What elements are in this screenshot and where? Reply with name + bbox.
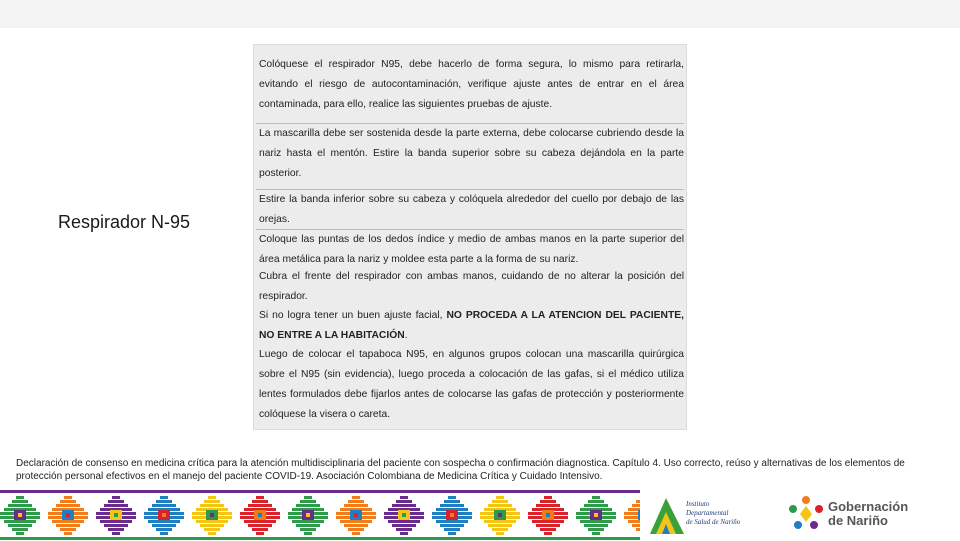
instruction-row: Luego de colocar el tapaboca N95, en algunos grupos colocan una mascarilla quirúrgica sobre el N95 (sin evidencia), luego proceda a colocación de las gafas, si el médico utiliza lentes formulados debe fijarlos antes de colocarse las gafas de protección y posteriormente colóquese la visera o careta.	[259, 349, 684, 420]
logo2-line: de Nariño	[828, 513, 888, 528]
pattern-block	[256, 496, 264, 499]
pattern-block	[354, 513, 358, 517]
gobernacion-logo	[786, 492, 926, 536]
pattern-block	[392, 524, 416, 527]
warning-emphasis: NO PROCEDA A LA ATENCION DEL PACIENTE, NO ENTRE A LA HABITACIÓN	[259, 310, 684, 341]
pattern-block	[64, 532, 72, 535]
pattern-block	[544, 496, 552, 499]
pattern-block	[60, 500, 76, 503]
pattern-block	[152, 524, 176, 527]
slide-title: Respirador N-95	[58, 212, 191, 232]
pattern-block	[440, 524, 464, 527]
pattern-block	[632, 504, 640, 507]
pattern-block	[588, 528, 604, 531]
pattern-block	[162, 513, 166, 517]
pattern-block	[632, 524, 640, 527]
pattern-block	[540, 500, 556, 503]
pattern-block	[256, 532, 264, 535]
pattern-block	[340, 520, 372, 523]
pattern-block	[636, 500, 640, 503]
pattern-block	[18, 513, 22, 517]
pattern-block	[444, 500, 460, 503]
warning-end: .	[404, 330, 408, 341]
pattern-block	[584, 504, 608, 507]
pattern-block	[488, 504, 512, 507]
pattern-block	[448, 532, 456, 535]
pattern-block	[580, 520, 612, 523]
pattern-block	[344, 524, 368, 527]
pattern-block	[4, 520, 36, 523]
pattern-block	[584, 524, 608, 527]
instruction-row: Cubra el frente del respirador con ambas manos, cuidando de no alterar la posición del respirador.	[259, 271, 684, 302]
pattern-block	[450, 513, 454, 517]
pattern-block	[104, 504, 128, 507]
pattern-block	[196, 520, 228, 523]
pattern-block	[16, 532, 24, 535]
pattern-block	[208, 496, 216, 499]
pattern-block	[66, 513, 70, 517]
pattern-block	[624, 516, 640, 519]
logo1-line: Instituto	[686, 500, 710, 508]
warning-text: Si no logra tener un buen ajuste facial,	[259, 310, 447, 321]
pattern-block	[56, 504, 80, 507]
pattern-block	[56, 524, 80, 527]
pattern-block	[160, 496, 168, 499]
pattern-block	[152, 504, 176, 507]
pattern-block	[352, 496, 360, 499]
pattern-block	[348, 528, 364, 531]
mountain-logo-icon	[648, 492, 688, 536]
pattern-block	[304, 496, 312, 499]
top-bar	[0, 0, 960, 28]
instruction-row-warning	[256, 306, 684, 346]
pattern-block	[148, 520, 180, 523]
reference-caption: Declaración de consenso en medicina crítica para la atención multidisciplinaria del paciente con sospecha o confirmación diagnostica. Capítulo 4. Uso correcto, reúso y alternativas de los elementos de protección personal efectivos en el manejo del paciente COVID-19. Asociación Colombiana de Medicina Crítica y Cuidado Intensivo.	[16, 458, 905, 482]
pattern-block	[60, 528, 76, 531]
pattern-block	[0, 490, 640, 493]
instruction-row: La mascarilla debe ser sostenida desde la parte externa, debe colocarse cubriendo desde la nariz hasta el mentón. Estire la banda superior sobre su cabeza dejándola en la parte posterior.	[256, 123, 684, 184]
pattern-block	[492, 500, 508, 503]
pattern-block	[588, 500, 604, 503]
pattern-block	[448, 496, 456, 499]
instituto-logo	[648, 492, 758, 536]
pattern-block	[258, 513, 262, 517]
pattern-block	[292, 520, 324, 523]
pattern-block	[444, 528, 460, 531]
pattern-block	[248, 524, 272, 527]
pattern-block	[388, 520, 420, 523]
pattern-block	[592, 496, 600, 499]
pattern-block	[594, 513, 598, 517]
pattern-block	[160, 532, 168, 535]
pattern-block	[64, 496, 72, 499]
pattern-block	[208, 532, 216, 535]
pattern-block	[204, 528, 220, 531]
pattern-block	[536, 524, 560, 527]
pattern-block	[348, 500, 364, 503]
pattern-block	[344, 504, 368, 507]
logo2-line: Gobernación	[828, 499, 909, 514]
pattern-block	[12, 528, 28, 531]
pattern-block	[400, 532, 408, 535]
pattern-block	[8, 524, 32, 527]
instructions-panel	[253, 44, 687, 430]
logo1-line: Departamental	[686, 509, 729, 517]
pattern-block	[536, 504, 560, 507]
pattern-block	[484, 520, 516, 523]
instruction-row: Coloque las puntas de los dedos índice y medio de ambas manos en la parte superior del área metálica para la nariz y moldee esta parte a la forma de su nariz.	[256, 229, 684, 270]
instruction-row: Colóquese el respirador N95, debe hacerlo de forma segura, lo mismo para retirarla, evitando el riesgo de autocontaminación, verifique ajuste antes de entrar en el área contaminada, para ello, realice las siguientes pruebas de ajuste.	[259, 59, 684, 110]
pattern-block	[112, 496, 120, 499]
star-people-logo-icon	[786, 492, 826, 536]
pattern-block	[252, 528, 268, 531]
pattern-block	[296, 504, 320, 507]
decorative-pattern	[0, 490, 640, 540]
instruction-row: Estire la banda inferior sobre su cabeza y colóquela alrededor del cuello por debajo de las orejas.	[256, 189, 684, 230]
pattern-block	[498, 513, 502, 517]
pattern-block	[108, 528, 124, 531]
pattern-block	[8, 504, 32, 507]
pattern-block	[440, 504, 464, 507]
pattern-block	[200, 524, 224, 527]
pattern-block	[488, 524, 512, 527]
pattern-block	[12, 500, 28, 503]
pattern-block	[400, 496, 408, 499]
logo1-line: de Salud de Nariño	[686, 518, 741, 526]
pattern-block	[156, 528, 172, 531]
pattern-svg	[0, 490, 640, 540]
pattern-block	[496, 496, 504, 499]
pattern-block	[200, 504, 224, 507]
pattern-block	[204, 500, 220, 503]
pattern-block	[304, 532, 312, 535]
pattern-block	[638, 510, 640, 520]
pattern-block	[532, 520, 564, 523]
pattern-block	[540, 528, 556, 531]
pattern-block	[306, 513, 310, 517]
pattern-block	[108, 500, 124, 503]
pattern-block	[156, 500, 172, 503]
pattern-block	[352, 532, 360, 535]
pattern-block	[300, 500, 316, 503]
pattern-block	[210, 513, 214, 517]
pattern-block	[496, 532, 504, 535]
pattern-block	[592, 532, 600, 535]
pattern-block	[104, 524, 128, 527]
pattern-block	[396, 500, 412, 503]
pattern-block	[546, 513, 550, 517]
pattern-block	[114, 513, 118, 517]
pattern-block	[628, 520, 640, 523]
pattern-block	[244, 520, 276, 523]
pattern-block	[252, 500, 268, 503]
pattern-block	[492, 528, 508, 531]
pattern-block	[16, 496, 24, 499]
pattern-block	[392, 504, 416, 507]
pattern-block	[636, 528, 640, 531]
pattern-block	[52, 520, 84, 523]
pattern-block	[436, 520, 468, 523]
pattern-block	[402, 513, 406, 517]
pattern-block	[296, 524, 320, 527]
pattern-block	[544, 532, 552, 535]
pattern-block	[624, 512, 640, 515]
pattern-block	[300, 528, 316, 531]
pattern-block	[396, 528, 412, 531]
pattern-block	[100, 520, 132, 523]
pattern-block	[112, 532, 120, 535]
pattern-block	[248, 504, 272, 507]
